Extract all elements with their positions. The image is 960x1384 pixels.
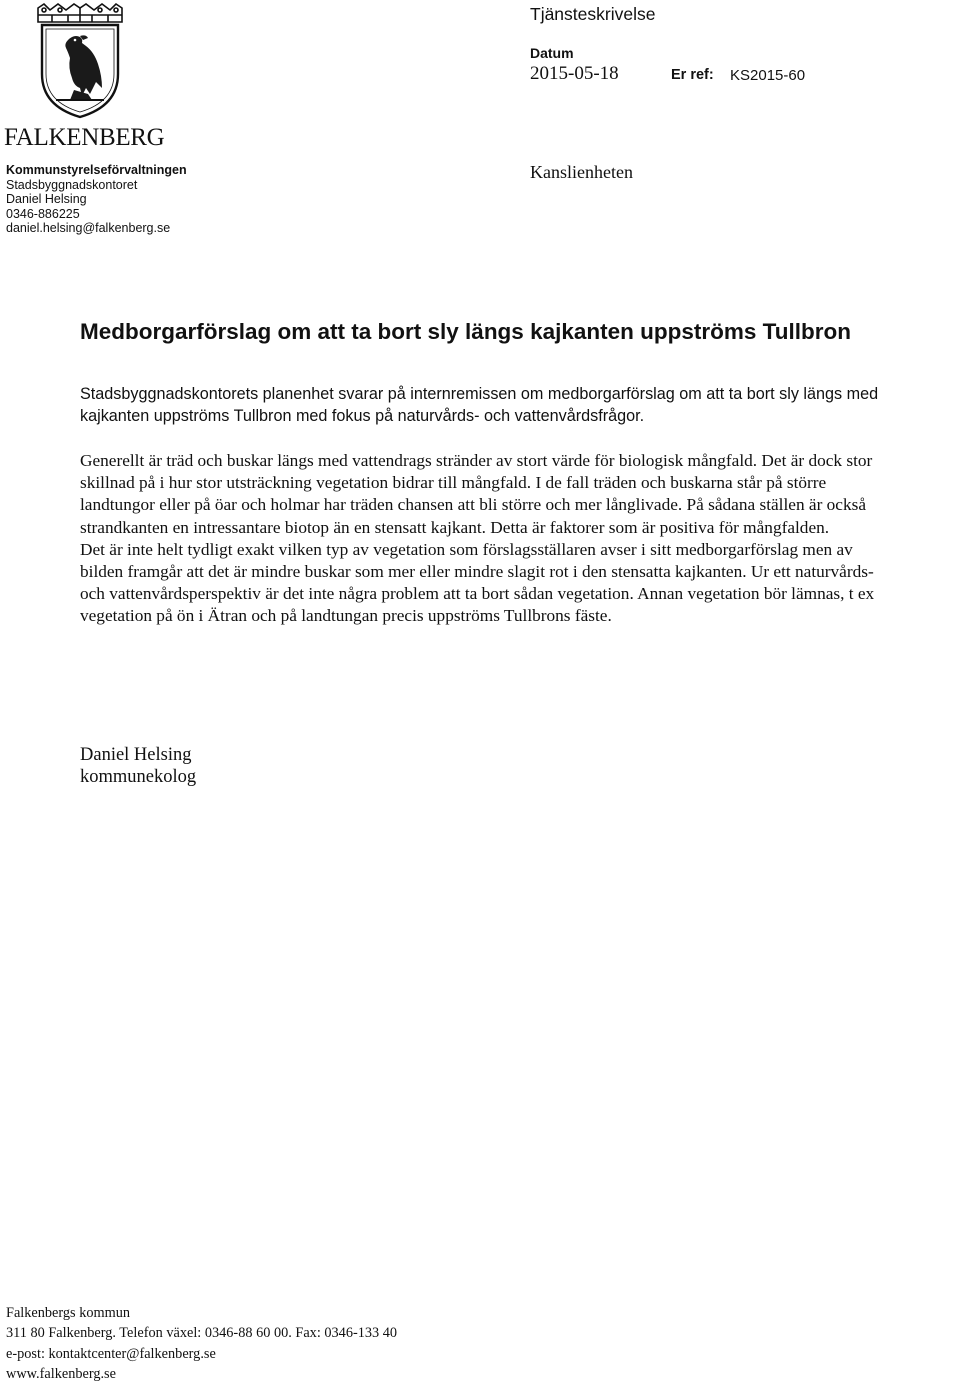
document-title: Medborgarförslag om att ta bort sly längs kajkanten uppströms Tullbron bbox=[80, 319, 851, 344]
footer-email: e-post: kontaktcenter@falkenberg.se bbox=[6, 1345, 216, 1362]
reference-value: KS2015-60 bbox=[730, 67, 806, 84]
body-paragraph-2: Det är inte helt tydligt exakt vilken typ av vegetation som förslagsställaren avser i sitt medborgarförslag men av bilden framgår att det är mindre buskar som mer eller mindre slagit rot i den stensatta kajkanten. Ur ett naturvårds- och vattenvårdsperspektiv är det inte några problem att ta bort sådan vegetation. Annan vegetation bör lämnas, t ex vegetation på ön i Ätran och på landtungan precis uppströms Tullbrons fäste. bbox=[80, 539, 875, 626]
sender-name: Daniel Helsing bbox=[6, 192, 87, 207]
footer-website: www.falkenberg.se bbox=[6, 1365, 116, 1382]
body-text bbox=[80, 450, 880, 628]
sender-department: Kommunstyrelseförvaltningen bbox=[6, 163, 187, 177]
sender-office: Stadsbyggnadskontoret bbox=[6, 177, 138, 192]
reference-label: Er ref: bbox=[671, 67, 714, 83]
crown-icon bbox=[38, 4, 122, 22]
sender-email: daniel.helsing@falkenberg.se bbox=[6, 221, 171, 236]
recipient-unit: Kanslienheten bbox=[530, 162, 633, 182]
signature-name: Daniel Helsing bbox=[80, 745, 192, 765]
document-type: Tjänsteskrivelse bbox=[530, 4, 656, 24]
intro-paragraph: Stadsbyggnadskontorets planenhet svarar på internremissen om medborgarförslag om att ta bort sly längs med kajkanten uppströms Tullbron med fokus på naturvårds- och vattenvårdsfrågor. bbox=[80, 385, 879, 425]
footer-municipality: Falkenbergs kommun bbox=[6, 1305, 131, 1321]
footer-address-phone: 311 80 Falkenberg. Telefon växel: 0346-88 60 00. Fax: 0346-133 40 bbox=[6, 1325, 398, 1342]
falcon-coat-of-arms-icon bbox=[30, 2, 130, 120]
date-value: 2015-05-18 bbox=[530, 63, 619, 84]
sender-phone: 0346-886225 bbox=[6, 206, 80, 221]
date-label: Datum bbox=[530, 45, 574, 61]
sender-block bbox=[6, 163, 187, 236]
organization-name: FALKENBERG bbox=[4, 124, 165, 151]
body-paragraph-1: Generellt är träd och buskar längs med vattendrags stränder av stort värde för biologisk mångfald. Det är dock stor skillnad på i hur stor utsträckning vegetation bidrar till mångfald. I de fall träden och buskarna står på större landtungor eller på öar och holmar har träden chansen att bli större och mer långlivade. På sådana ställen är också strandkanten en intressantare biotop än en stensatt kajkant. Detta är faktorer som är positiva för mångfalden. bbox=[80, 451, 873, 537]
signature-title: kommunekolog bbox=[80, 767, 197, 787]
footer bbox=[6, 1303, 397, 1384]
